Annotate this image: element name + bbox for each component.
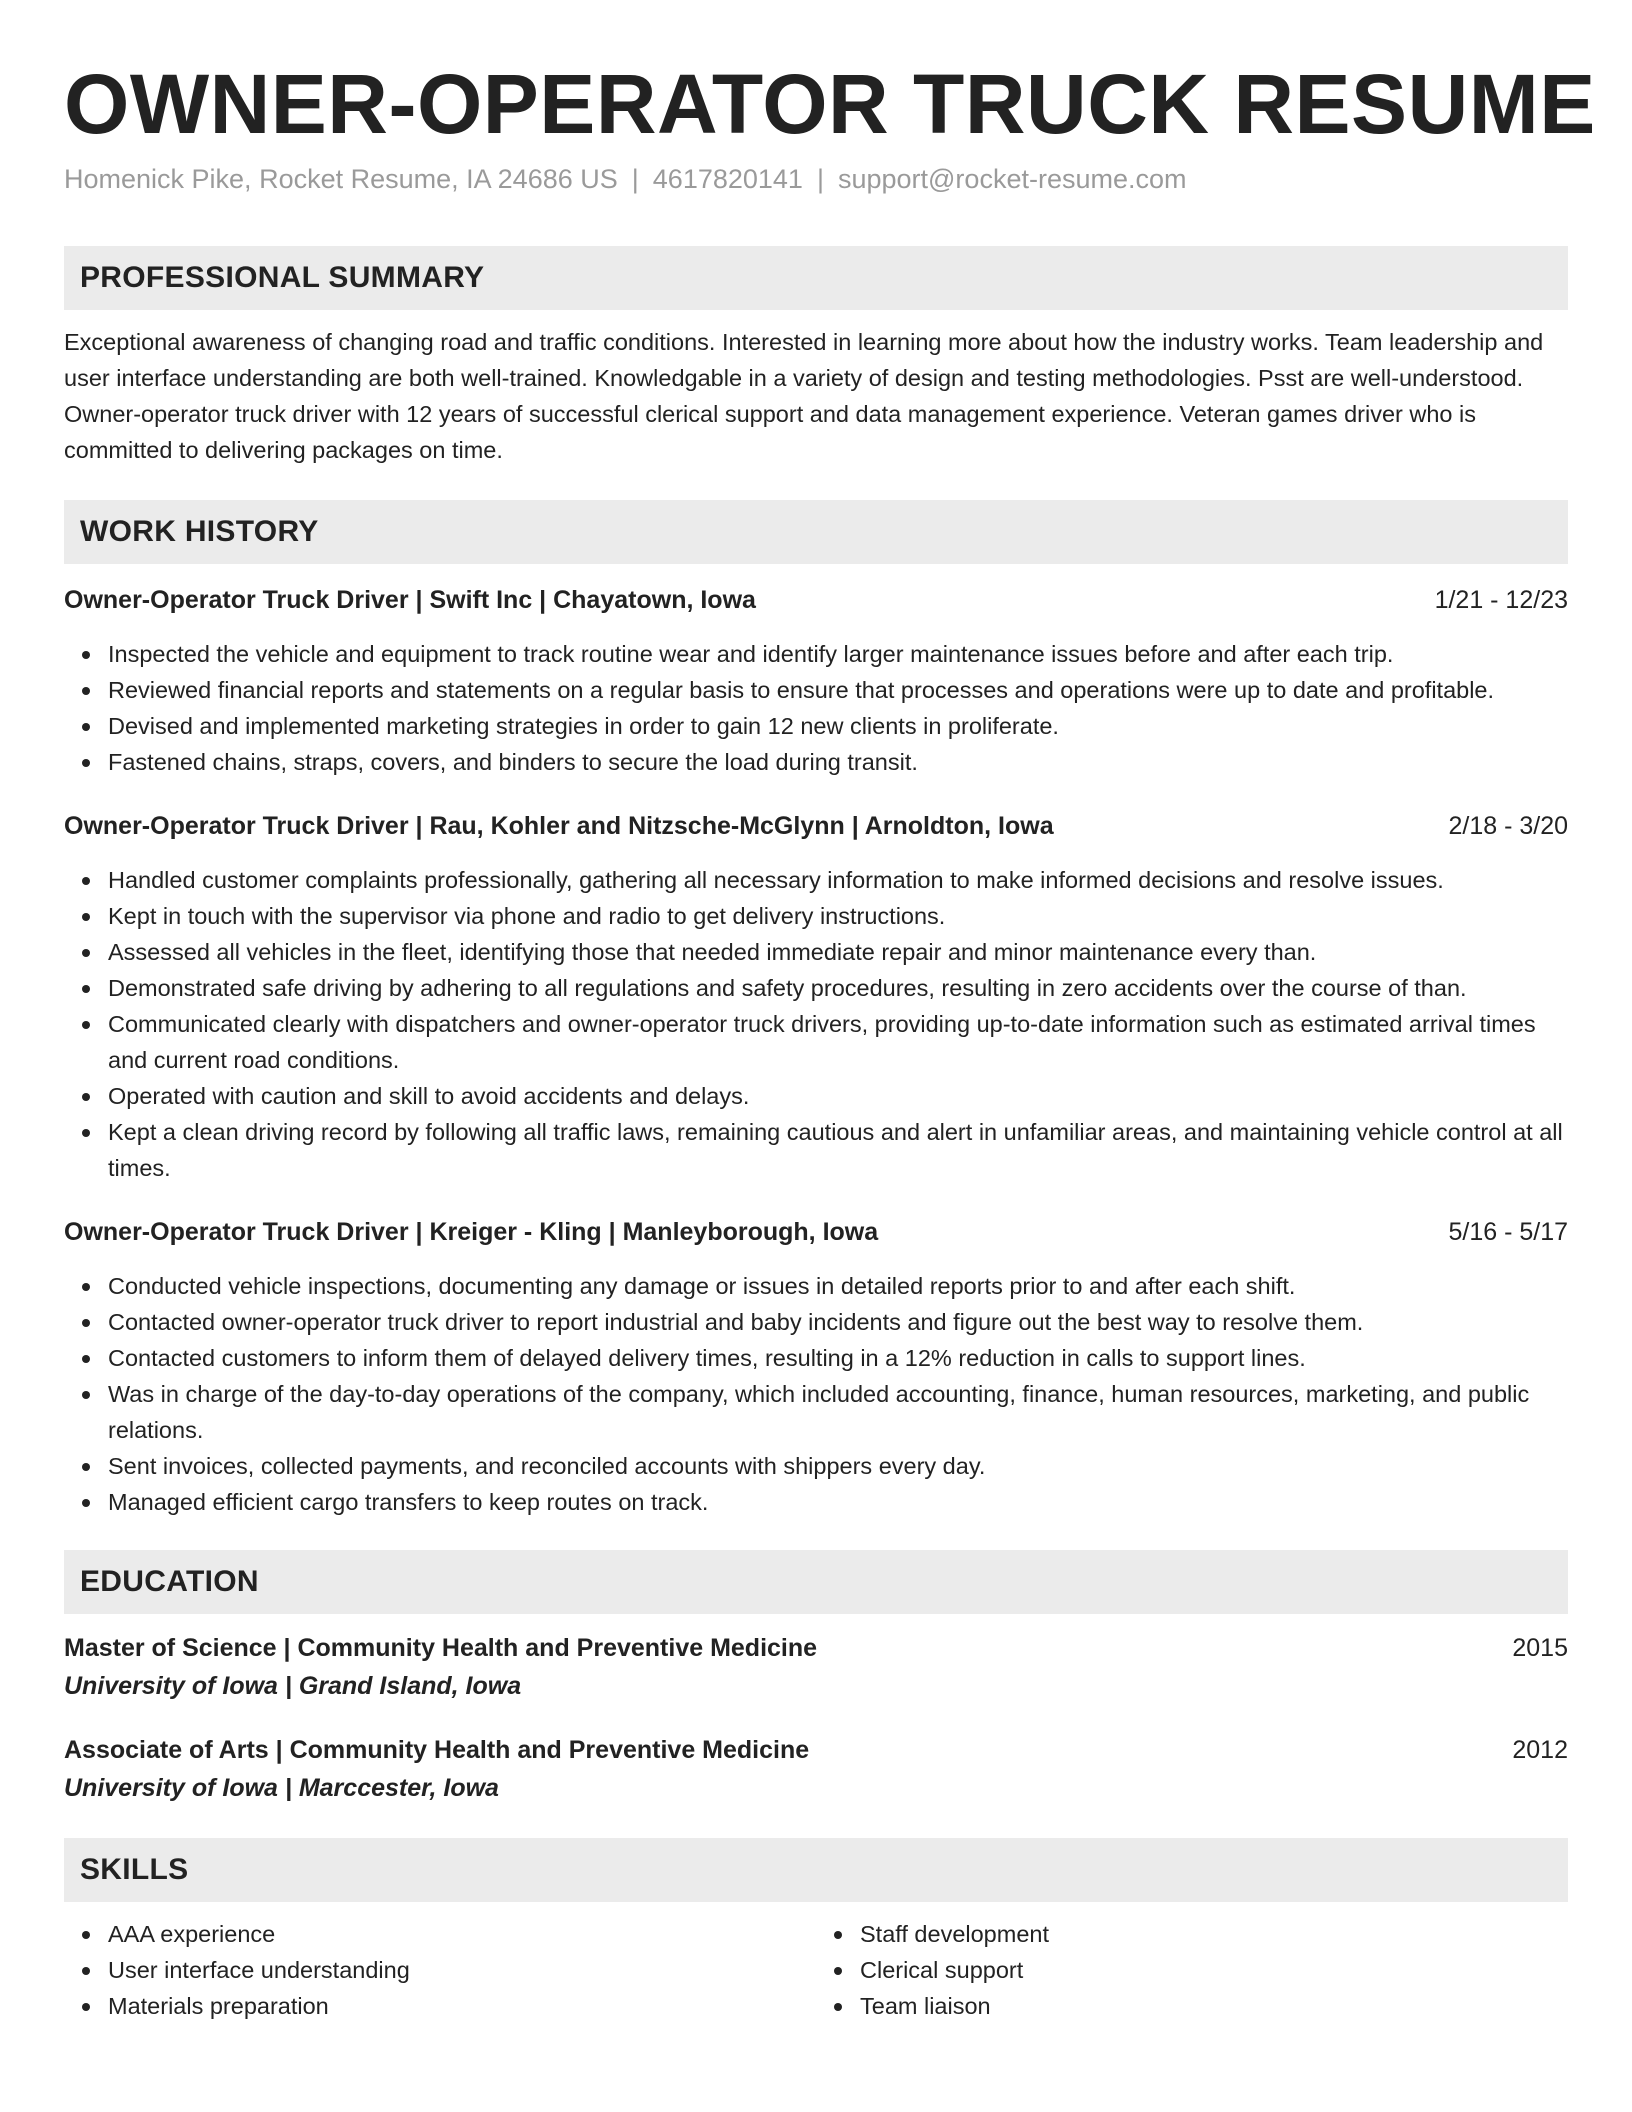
job-bullet-list [64,1268,1568,1520]
education-school: University of Iowa | Grand Island, Iowa [64,1672,522,1700]
education-year: 2015 [1512,1634,1568,1662]
job-bullet: Handled customer complaints professionally, gathering all necessary information to make informed decisions and resolve issues. [108,862,1568,898]
skills-list-left [64,1916,816,2024]
job-bullet: Conducted vehicle inspections, documenting any damage or issues in detailed reports prior to and after each shift. [108,1268,1568,1304]
job-bullet-list [64,636,1568,780]
skills-grid [64,1916,1568,2024]
contact-separator: | [816,164,824,194]
section-header-education: EDUCATION [64,1550,1568,1614]
job-bullet: Assessed all vehicles in the fleet, identifying those that needed immediate repair and minor maintenance every than. [108,934,1568,970]
education-header [64,1630,1568,1666]
summary-text: Exceptional awareness of changing road and traffic conditions. Interested in learning more about how the industry works. Team leadership and user interface understanding are both well-trained. Knowledgable in a variety of design and testing methodologies. Psst are well-understood. Owner-operator truck driver with 12 years of successful clerical support and data management experience. Veteran games driver who is committed to delivering packages on time. [64,329,1544,463]
job-header [64,808,1568,844]
education-header [64,1732,1568,1768]
skill-item: Clerical support [860,1952,1568,1988]
job-bullet: Contacted customers to inform them of delayed delivery times, resulting in a 12% reduction in calls to support lines. [108,1340,1568,1376]
skills-list-right [816,1916,1568,2024]
resume-page [64,0,1596,2024]
job-date: 5/16 - 5/17 [1448,1218,1568,1246]
job-bullet: Contacted owner-operator truck driver to report industrial and baby incidents and figure out the best way to resolve them. [108,1304,1568,1340]
job-heading: Owner-Operator Truck Driver | Rau, Kohler and Nitzsche-McGlynn | Arnoldton, Iowa [64,812,1054,840]
skill-item: Materials preparation [108,1988,816,2024]
job-date: 1/21 - 12/23 [1434,586,1568,614]
job-header [64,1214,1568,1250]
job-entry [64,808,1568,1186]
job-bullet: Demonstrated safe driving by adhering to all regulations and safety procedures, resulting in zero accidents over the course of than. [108,970,1568,1006]
job-bullet: Communicated clearly with dispatchers and owner-operator truck drivers, providing up-to-date information such as estimated arrival times and current road conditions. [108,1006,1568,1078]
job-bullet: Reviewed financial reports and statements on a regular basis to ensure that processes and operations were up to date and profitable. [108,672,1568,708]
job-bullet: Was in charge of the day-to-day operations of the company, which included accounting, finance, human resources, marketing, and public relations. [108,1376,1568,1448]
job-entry [64,1214,1568,1520]
job-bullet: Inspected the vehicle and equipment to track routine wear and identify larger maintenance issues before and after each trip. [108,636,1568,672]
job-heading: Owner-Operator Truck Driver | Kreiger - Kling | Manleyborough, Iowa [64,1218,879,1246]
job-date: 2/18 - 3/20 [1448,812,1568,840]
skill-item: User interface understanding [108,1952,816,1988]
section-header-skills: SKILLS [64,1838,1568,1902]
job-bullet: Kept a clean driving record by following all traffic laws, remaining cautious and alert in unfamiliar areas, and maintaining vehicle control at all times. [108,1114,1568,1186]
contact-address: Homenick Pike, Rocket Resume, IA 24686 US [64,164,618,194]
contact-email: support@rocket-resume.com [837,164,1187,194]
skill-item: Staff development [860,1916,1568,1952]
education-degree: Associate of Arts | Community Health and Preventive Medicine [64,1736,810,1764]
job-bullet: Kept in touch with the supervisor via phone and radio to get delivery instructions. [108,898,1568,934]
education-entry [64,1630,1568,1706]
job-bullet-list [64,862,1568,1186]
resume-title: OWNER-OPERATOR TRUCK RESUME [64,57,1596,151]
section-header-summary: PROFESSIONAL SUMMARY [64,246,1568,310]
job-entry [64,582,1568,780]
education-degree: Master of Science | Community Health and Preventive Medicine [64,1634,818,1662]
job-bullet: Sent invoices, collected payments, and reconciled accounts with shippers every day. [108,1448,1568,1484]
job-bullet: Devised and implemented marketing strategies in order to gain 12 new clients in proliferate. [108,708,1568,744]
contact-line [64,162,1568,196]
education-school: University of Iowa | Marccester, Iowa [64,1774,499,1802]
section-header-work-history: WORK HISTORY [64,500,1568,564]
job-header [64,582,1568,618]
education-year: 2012 [1512,1736,1568,1764]
skill-item: Team liaison [860,1988,1568,2024]
job-bullet: Operated with caution and skill to avoid accidents and delays. [108,1078,1568,1114]
job-bullet: Managed efficient cargo transfers to keep routes on track. [108,1484,1568,1520]
job-heading: Owner-Operator Truck Driver | Swift Inc | Chayatown, Iowa [64,586,756,614]
job-bullet: Fastened chains, straps, covers, and binders to secure the load during transit. [108,744,1568,780]
contact-separator: | [631,164,639,194]
education-entry [64,1732,1568,1808]
skill-item: AAA experience [108,1916,816,1952]
contact-phone: 4617820141 [652,164,803,194]
